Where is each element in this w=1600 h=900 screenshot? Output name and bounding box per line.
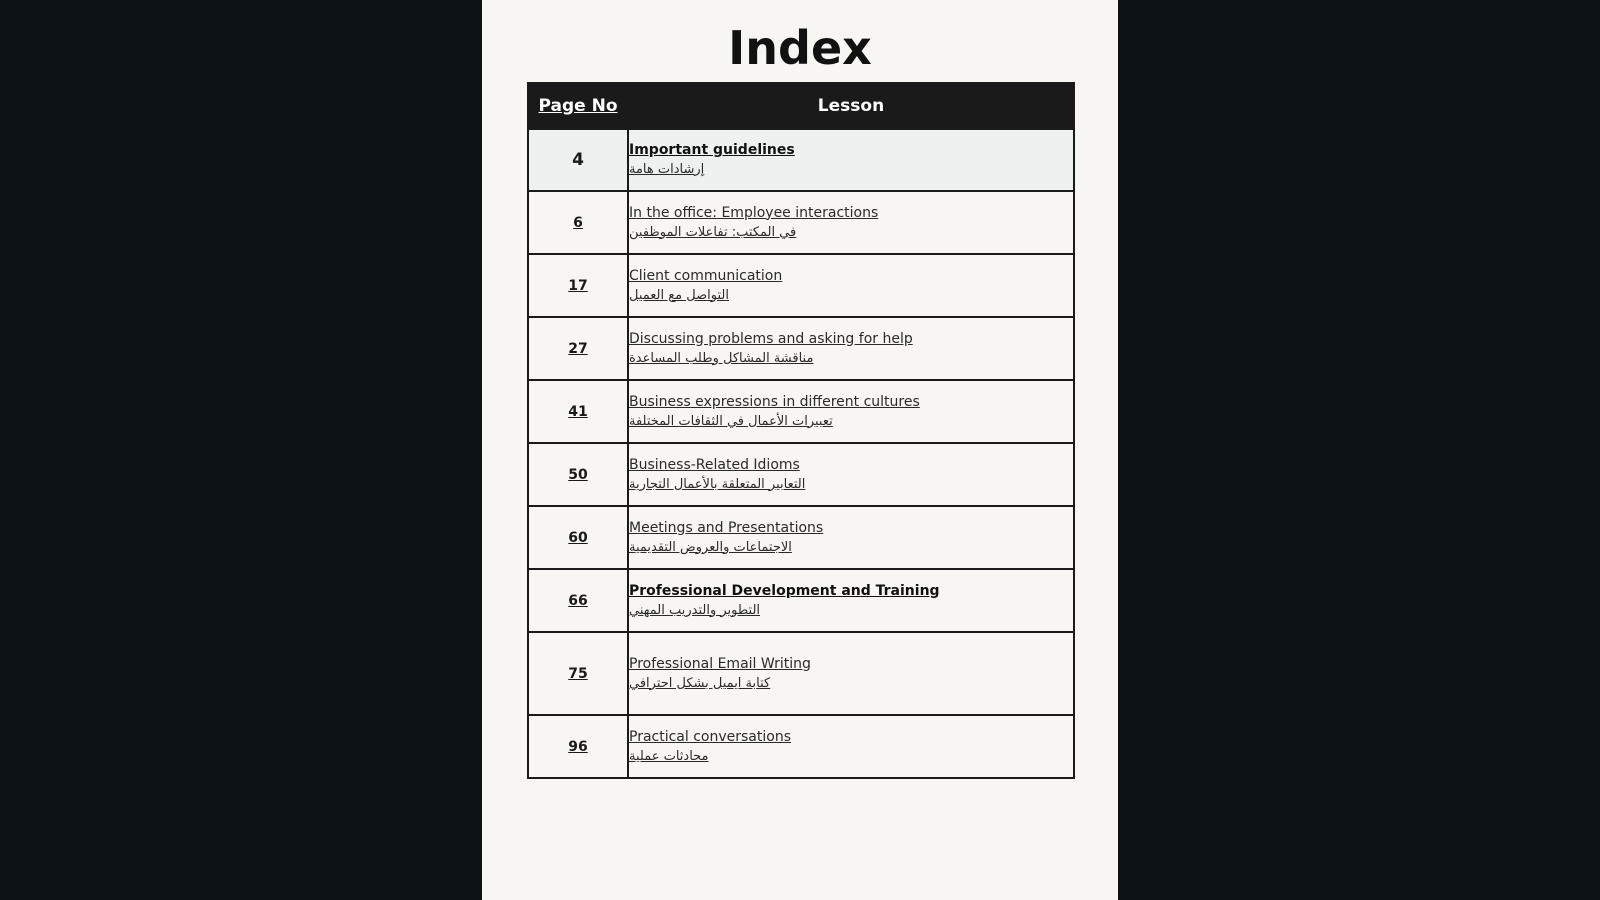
page-number-link[interactable]: 96: [528, 715, 628, 778]
lesson-link-arabic[interactable]: التعابير المتعلقة بالأعمال التجارية: [629, 476, 806, 492]
lesson-link-english[interactable]: In the office: Employee interactions: [629, 204, 879, 221]
lesson-link-english[interactable]: Professional Email Writing: [629, 655, 811, 672]
column-header-lesson: Lesson: [628, 83, 1074, 129]
table-row: [528, 569, 1074, 632]
lesson-link-arabic[interactable]: مناقشة المشاكل وطلب المساعدة: [629, 350, 814, 366]
lesson-link-arabic[interactable]: التواصل مع العميل: [629, 287, 729, 303]
lesson-link-english[interactable]: Discussing problems and asking for help: [629, 330, 913, 347]
table-row: [528, 715, 1074, 778]
lesson-link-arabic[interactable]: كتابة ايميل بشكل احترافي: [629, 675, 771, 691]
page-number-link[interactable]: 50: [528, 443, 628, 506]
column-header-page-no: Page No: [528, 83, 628, 129]
lesson-link-english[interactable]: Practical conversations: [629, 728, 791, 745]
lesson-cell: [628, 191, 1074, 254]
table-row: [528, 632, 1074, 715]
lesson-link-arabic[interactable]: محادثات عملية: [629, 748, 709, 764]
table-row: [528, 380, 1074, 443]
table-row: [528, 317, 1074, 380]
page-number: 4: [528, 129, 628, 191]
table-row: [528, 129, 1074, 191]
lesson-link-arabic[interactable]: في المكتب: تفاعلات الموظفين: [629, 224, 797, 240]
lesson-cell: [628, 254, 1074, 317]
lesson-link-arabic[interactable]: إرشادات هامة: [629, 162, 705, 177]
lesson-link-english[interactable]: Client communication: [629, 267, 783, 284]
page-title: Index: [728, 21, 872, 75]
page-number-link[interactable]: 6: [528, 191, 628, 254]
lesson-cell: [628, 506, 1074, 569]
lesson-link-arabic[interactable]: تعبيرات الأعمال في الثقافات المختلفة: [629, 413, 833, 429]
lesson-cell: [628, 569, 1074, 632]
lesson-link-english[interactable]: Business expressions in different cultures: [629, 393, 920, 410]
table-row: [528, 191, 1074, 254]
index-table: [527, 82, 1075, 779]
page-number-link[interactable]: 27: [528, 317, 628, 380]
table-row: [528, 443, 1074, 506]
table-row: [528, 254, 1074, 317]
lesson-link-english[interactable]: Meetings and Presentations: [629, 519, 824, 536]
lesson-cell: [628, 317, 1074, 380]
lesson-cell: [628, 443, 1074, 506]
page-number-link[interactable]: 41: [528, 380, 628, 443]
lesson-link-english[interactable]: Business-Related Idioms: [629, 456, 800, 473]
table-header-row: [528, 83, 1074, 129]
lesson-link-arabic[interactable]: الاجتماعات والعروض التقديمية: [629, 539, 792, 555]
page-number-link[interactable]: 66: [528, 569, 628, 632]
page-number-link[interactable]: 17: [528, 254, 628, 317]
lesson-link-english[interactable]: Important guidelines: [629, 142, 795, 158]
page-number-link[interactable]: 75: [528, 632, 628, 715]
document-page: [482, 0, 1118, 900]
lesson-cell: [628, 632, 1074, 715]
table-row: [528, 506, 1074, 569]
lesson-link-english[interactable]: Professional Development and Training: [629, 582, 940, 599]
page-number-link[interactable]: 60: [528, 506, 628, 569]
lesson-link-arabic[interactable]: التطوير والتدريب المهني: [629, 602, 761, 618]
lesson-cell: [628, 129, 1074, 191]
lesson-cell: [628, 715, 1074, 778]
lesson-cell: [628, 380, 1074, 443]
